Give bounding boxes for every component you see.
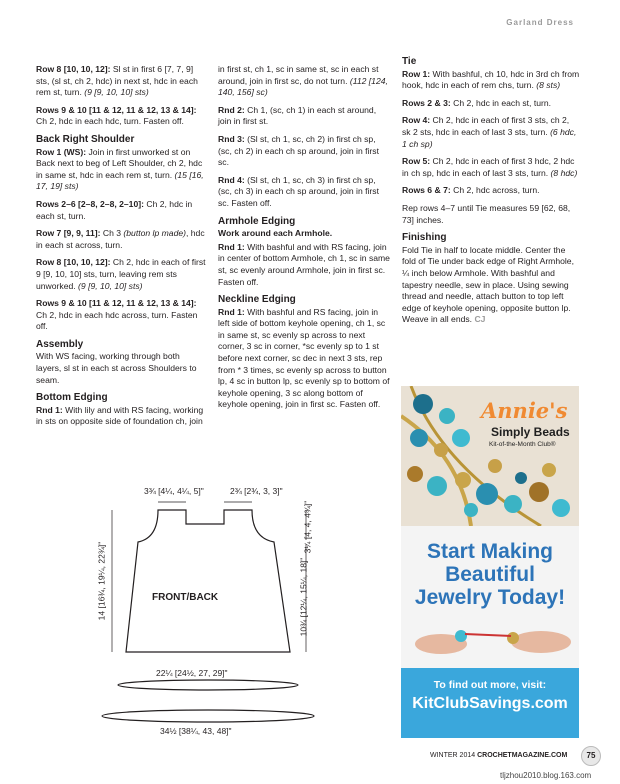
paragraph: Rep rows 4–7 until Tie measures 59 [62, 68, 73] inches. (402, 202, 571, 225)
waist-width-dimension: 22¼ [24½, 27, 29]" (156, 668, 228, 678)
section-heading: Neckline Edging (218, 294, 296, 306)
paragraph: Row 8 [10, 10, 12]: Sl st in first 6 [7, 7, 9] sts, (sl st, ch 2, hdc) in next st, hdc in each rem st, turn. (9 [9, 10, 10] sts) (36, 64, 198, 98)
page-footer: WINTER 2014 CROCHETMAGAZINE.COM (430, 752, 568, 759)
paragraph: Row 8 [10, 10, 12]: Ch 2, hdc in each of first 9 [9, 10, 10] sts, turn, leaving rem sts unworked. (9 [9, 10, 10] sts) (36, 257, 206, 291)
right-mid-dimension: 10¾ [12¼, 15¼, 18]" (298, 557, 309, 637)
top-right-dimension: 2¾ [2¾, 3, 3]" (230, 486, 283, 496)
running-header: Garland Dress (506, 18, 574, 27)
schematic-title: FRONT/BACK (152, 592, 219, 603)
ad-cta: To find out more, visit: (433, 679, 547, 691)
beads-photo (401, 386, 579, 526)
paragraph: Rows 2 & 3: Ch 2, hdc in each st, turn. (402, 97, 552, 108)
section-heading: Bottom Edging (36, 392, 108, 404)
section-heading: Finishing (402, 232, 447, 244)
end-mark: CJ (474, 314, 486, 325)
section-subheading: Work around each Armhole. (218, 228, 333, 239)
annies-simply-beads-ad[interactable] (401, 386, 579, 738)
right-top-dimension: 3¼ [4, 4, 4¾]" (302, 500, 313, 554)
column-1 (36, 64, 206, 434)
product-name: Simply Beads (491, 425, 570, 439)
column-3 (402, 52, 580, 332)
section-heading: Tie (402, 56, 417, 67)
paragraph: Rnd 1: With bashful and RS facing, join in left side of bottom keyhole opening, ch 1, sc in same st, sc evenly sp across to next corner, 3 sc in corner, *sc evenly sp to 1 st before next corner, sc dec in next 3 sts, rep from * 3 times, sc evenly sp across to button lp, 4 sc in button lp, sc evenly sp to bottom of keyhole opening, 3 sc along bottom of keyhole opening, join in first sc. Fasten off. (218, 306, 390, 410)
paragraph: Fold Tie in half to locate middle. Center the fold of Tie under back edge of Right Armhole, ¼ inch below Armhole. With bashful and tapestry needle, sew in place. Using sewing thread and needle, attach button to top left edge of keyhole opening, opposite button lp. Weave in all ends. CJ (402, 244, 574, 325)
paragraph: Row 5: Ch 2, hdc in each of first 3 hdc, 2 hdc in ch sp, hdc in each of last 3 sts, turn. (8 hdc) (402, 156, 578, 178)
hem-width-dimension: 34½ [38¼, 43, 48]" (160, 726, 232, 736)
paragraph: Row 1 (WS): Join in first unworked st on Back next to beg of Left Shoulder, ch 2, hdc in same st, hdc in each rem st, turn. (15 [16, 17, 19] sts) (36, 146, 204, 192)
magazine-site: CROCHETMAGAZINE.COM (477, 752, 568, 759)
paragraph: Rnd 1: With lily and with RS facing, working in sts on opposite side of foundation ch, join (36, 404, 204, 427)
section-heading: Back Right Shoulder (36, 133, 135, 145)
watermark-credit: tljzhou2010.blog.163.com (500, 771, 592, 780)
paragraph: Rows 9 & 10 [11 & 12, 11 & 12, 13 & 14]: Ch 2, hdc in each hdc, turn. Fasten off. (36, 104, 197, 127)
column-2 (218, 64, 390, 417)
paragraph: Row 7 [9, 9, 11]: Ch 3 (button lp made), hdc in each st across, turn. (36, 228, 205, 250)
page-number: 75 (581, 746, 601, 766)
garment-outline (126, 510, 290, 652)
section-heading: Armhole Edging (218, 215, 296, 227)
front-back-schematic (96, 480, 336, 750)
paragraph: With WS facing, working through both layers, sl st in each st across Shoulders to seam. (36, 351, 197, 385)
paragraph: Rows 2–6 [2–8, 2–8, 2–10]: Ch 2, hdc in each st, turn. (36, 198, 193, 221)
paragraph: in first st, ch 1, sc in same st, sc in each st around, join in first sc, do not turn. (112 [124, 140, 156] sc) (218, 64, 388, 98)
left-dimension: 14 [16¾, 19¼, 22¾]" (96, 541, 107, 621)
ad-url-link[interactable]: KitClubSavings.com (412, 695, 568, 712)
waist-ellipse (118, 680, 298, 690)
top-left-dimension: 3¾ [4¼, 4¼, 5]" (144, 486, 204, 496)
paragraph: Rnd 2: Ch 1, (sc, ch 1) in each st around, join in first st. (218, 104, 377, 127)
paragraph: Rows 9 & 10 [11 & 12, 11 & 12, 13 & 14]: Ch 2, hdc in each hdc across, turn. Fasten off. (36, 298, 198, 332)
paragraph: Rows 6 & 7: Ch 2, hdc across, turn. (402, 185, 540, 196)
ad-headline: Start Making Beautiful Jewelry Today! (414, 540, 566, 609)
paragraph: Row 1: With bashful, ch 10, hdc in 3rd ch from hook, hdc in each of rem chs, turn. (8 sts) (402, 68, 580, 91)
hem-ellipse (102, 710, 314, 722)
paragraph: Row 4: Ch 2, hdc in each of first 3 sts, ch 2, sk 2 sts, hdc in each of last 3 sts, turn. (6 hdc, 1 ch sp) (402, 115, 577, 149)
paragraph: Rnd 1: With bashful and with RS facing, join in center of bottom Armhole, ch 1, sc in same st, sc evenly around Armhole, join in first sc. Fasten off. (218, 241, 390, 287)
section-heading: Assembly (36, 338, 84, 350)
club-name: Kit-of-the-Month Club® (489, 441, 556, 448)
paragraph: Rnd 3: (Sl st, ch 1, sc, ch 2) in first ch sp, (sc, ch 2) in each ch sp around, join in first sc. (218, 133, 379, 168)
paragraph: Rnd 4: (Sl st, ch 1, sc, ch 3) in first ch sp, (sc, ch 3) in each ch sp around, join in first sc. Fasten off. (218, 174, 379, 208)
annies-logo: Annie's (481, 398, 568, 423)
